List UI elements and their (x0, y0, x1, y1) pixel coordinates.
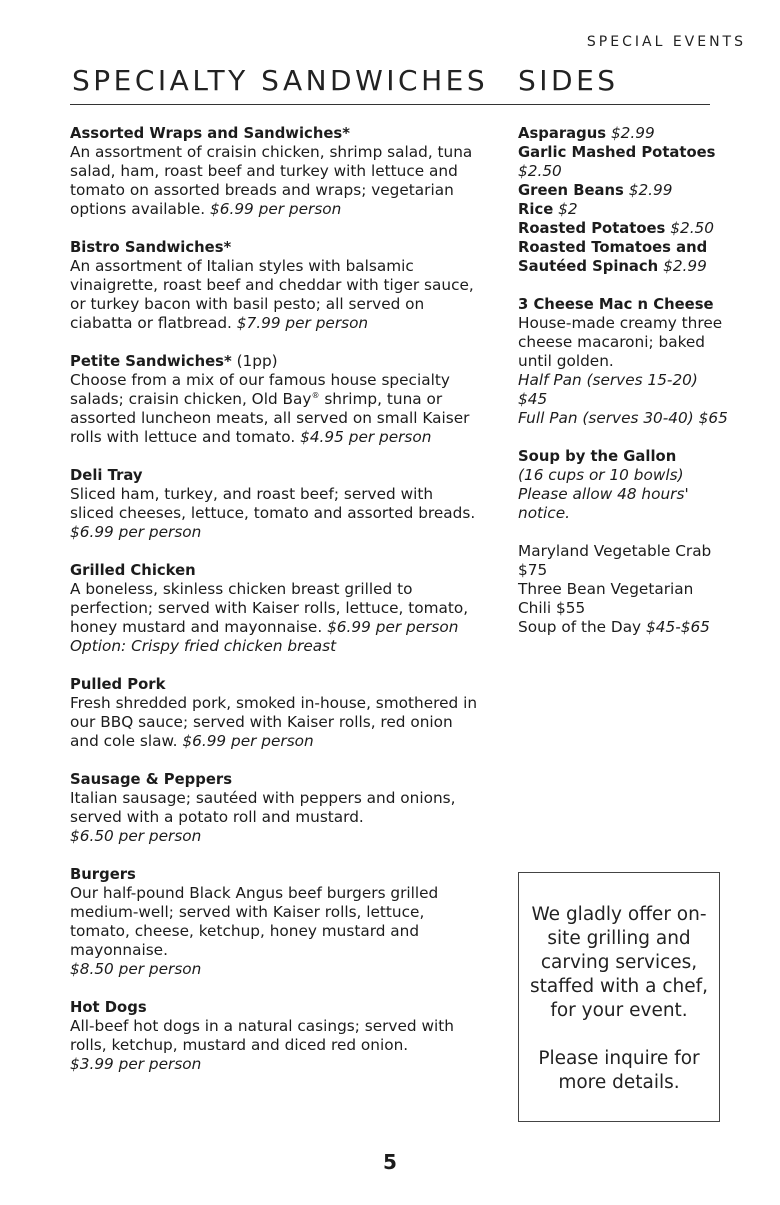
mac-full-pan: Full Pan (serves 30-40) $65 (518, 409, 728, 427)
side-price: $2.99 (663, 257, 707, 275)
soup-item-name: Maryland Vegetable Crab (518, 542, 712, 560)
registered-mark: ® (311, 390, 320, 400)
item-price: $6.50 per person (70, 827, 202, 845)
menu-item (70, 466, 480, 542)
item-description: Italian sausage; sautéed with peppers and onions, served with a potato roll and mustard. (70, 789, 456, 826)
side-item (518, 143, 728, 181)
item-price: $3.99 per person (70, 1055, 202, 1073)
item-name: Grilled Chicken (70, 562, 196, 579)
menu-item (70, 675, 480, 751)
sides-list (518, 124, 728, 637)
side-item (518, 238, 728, 276)
side-name: Green Beans (518, 182, 624, 199)
item-description: Our half-pound Black Angus beef burgers grilled medium-well; served with Kaiser rolls, lettuce, tomato, cheese, ketchup, honey mustard and mayonnaise. (70, 884, 439, 959)
callout-text: We gladly offer on-site grilling and carving services, staffed with a chef, for your event. (530, 904, 708, 1021)
menu-item (70, 352, 480, 447)
item-price: $6.99 per person (182, 732, 314, 750)
sandwich-list (70, 124, 480, 1093)
section-label: SPECIAL EVENTS (586, 34, 746, 50)
soup-item (518, 580, 728, 618)
mac-description: House-made creamy three cheese macaroni; baked until golden. (518, 314, 723, 370)
menu-item (70, 238, 480, 333)
item-description: Sliced ham, turkey, and roast beef; served with sliced cheeses, lettuce, tomato and assorted breads. (70, 485, 476, 522)
side-price: $2 (558, 200, 578, 218)
soup-item (518, 542, 728, 580)
page-number: 5 (383, 1150, 397, 1174)
mac-n-cheese (518, 295, 728, 428)
soup-item-name: Soup of the Day (518, 618, 642, 636)
item-name: Burgers (70, 866, 136, 883)
soup-item (518, 618, 728, 637)
item-description: An assortment of craisin chicken, shrimp salad, tuna salad, ham, roast beef and turkey with lettuce and tomato on assorted breads and wraps; vegetarian options available. (70, 143, 473, 218)
side-item (518, 124, 728, 143)
menu-item (70, 124, 480, 219)
soup-item-price: $75 (518, 561, 548, 579)
mac-half-pan: Half Pan (serves 15-20) $45 (518, 371, 698, 408)
soup-name: Soup by the Gallon (518, 448, 677, 465)
soup-note: (16 cups or 10 bowls) Please allow 48 hours' notice. (518, 466, 689, 522)
side-name: Garlic Mashed Potatoes (518, 144, 716, 161)
grilling-callout (518, 872, 720, 1122)
item-price: $7.99 per person (236, 314, 369, 332)
item-name: Assorted Wraps and Sandwiches* (70, 125, 350, 142)
side-price: $2.50 (518, 162, 562, 180)
sides-title: SIDES (518, 64, 619, 97)
side-item (518, 200, 728, 219)
item-price: $6.99 per person (210, 200, 342, 218)
item-description-cont: shrimp, tuna or assorted luncheon meats, all served on small Kaiser rolls with lettuce and tomato. (70, 390, 470, 446)
item-description: Fresh shredded pork, smoked in-house, smothered in our BBQ sauce; served with Kaiser rolls, red onion and cole slaw. (70, 694, 478, 750)
side-price: $2.99 (610, 124, 655, 142)
item-name: Bistro Sandwiches* (70, 239, 232, 256)
item-price: $4.95 per person (300, 428, 432, 446)
item-description: All-beef hot dogs in a natural casings; served with rolls, ketchup, mustard and diced red onion. (70, 1017, 454, 1054)
side-name: Rice (518, 201, 554, 218)
mac-name: 3 Cheese Mac n Cheese (518, 296, 714, 313)
soup-item-price: $55 (556, 599, 586, 617)
title-divider (70, 104, 710, 105)
item-description: Choose from a mix of our famous house specialty salads; craisin chicken, Old Bay (70, 371, 450, 408)
side-item (518, 219, 728, 238)
item-name: Pulled Pork (70, 676, 166, 693)
item-price: $6.99 per person (70, 523, 202, 541)
item-price: $8.50 per person (70, 960, 202, 978)
item-name: Hot Dogs (70, 999, 147, 1016)
callout-inquire: Please inquire for more details. (538, 1048, 700, 1093)
side-price: $2.99 (628, 181, 673, 199)
item-price: $6.99 per person (327, 618, 459, 636)
menu-item (70, 561, 480, 656)
soup-item-name: Three Bean Vegetarian Chili (518, 580, 694, 617)
soup-list (518, 542, 728, 637)
menu-item (70, 998, 480, 1074)
side-price: $2.50 (670, 219, 715, 237)
side-name: Roasted Potatoes (518, 220, 666, 237)
menu-item (70, 770, 480, 846)
side-name: Roasted Tomatoes and Sautéed Spinach (518, 239, 708, 275)
item-name: Deli Tray (70, 467, 143, 484)
item-description: An assortment of Italian styles with balsamic vinaigrette, roast beef and cheddar with tiger sauce, or turkey bacon with basil pesto; all served on ciabatta or flatbread. (70, 257, 474, 332)
specialty-sandwiches-title: SPECIALTY SANDWICHES (72, 64, 489, 97)
menu-item (70, 865, 480, 979)
side-name: Asparagus (518, 125, 607, 142)
item-name: Sausage & Peppers (70, 771, 233, 788)
item-name: Petite Sandwiches* (70, 353, 232, 370)
side-item (518, 181, 728, 200)
soup-section (518, 447, 728, 523)
item-description: A boneless, skinless chicken breast grilled to perfection; served with Kaiser rolls, lettuce, tomato, honey mustard and mayonnaise. (70, 580, 469, 636)
soup-item-price: $45-$65 (646, 618, 710, 636)
item-option: Option: Crispy fried chicken breast (70, 637, 337, 655)
item-name-suffix: (1pp) (236, 352, 278, 370)
